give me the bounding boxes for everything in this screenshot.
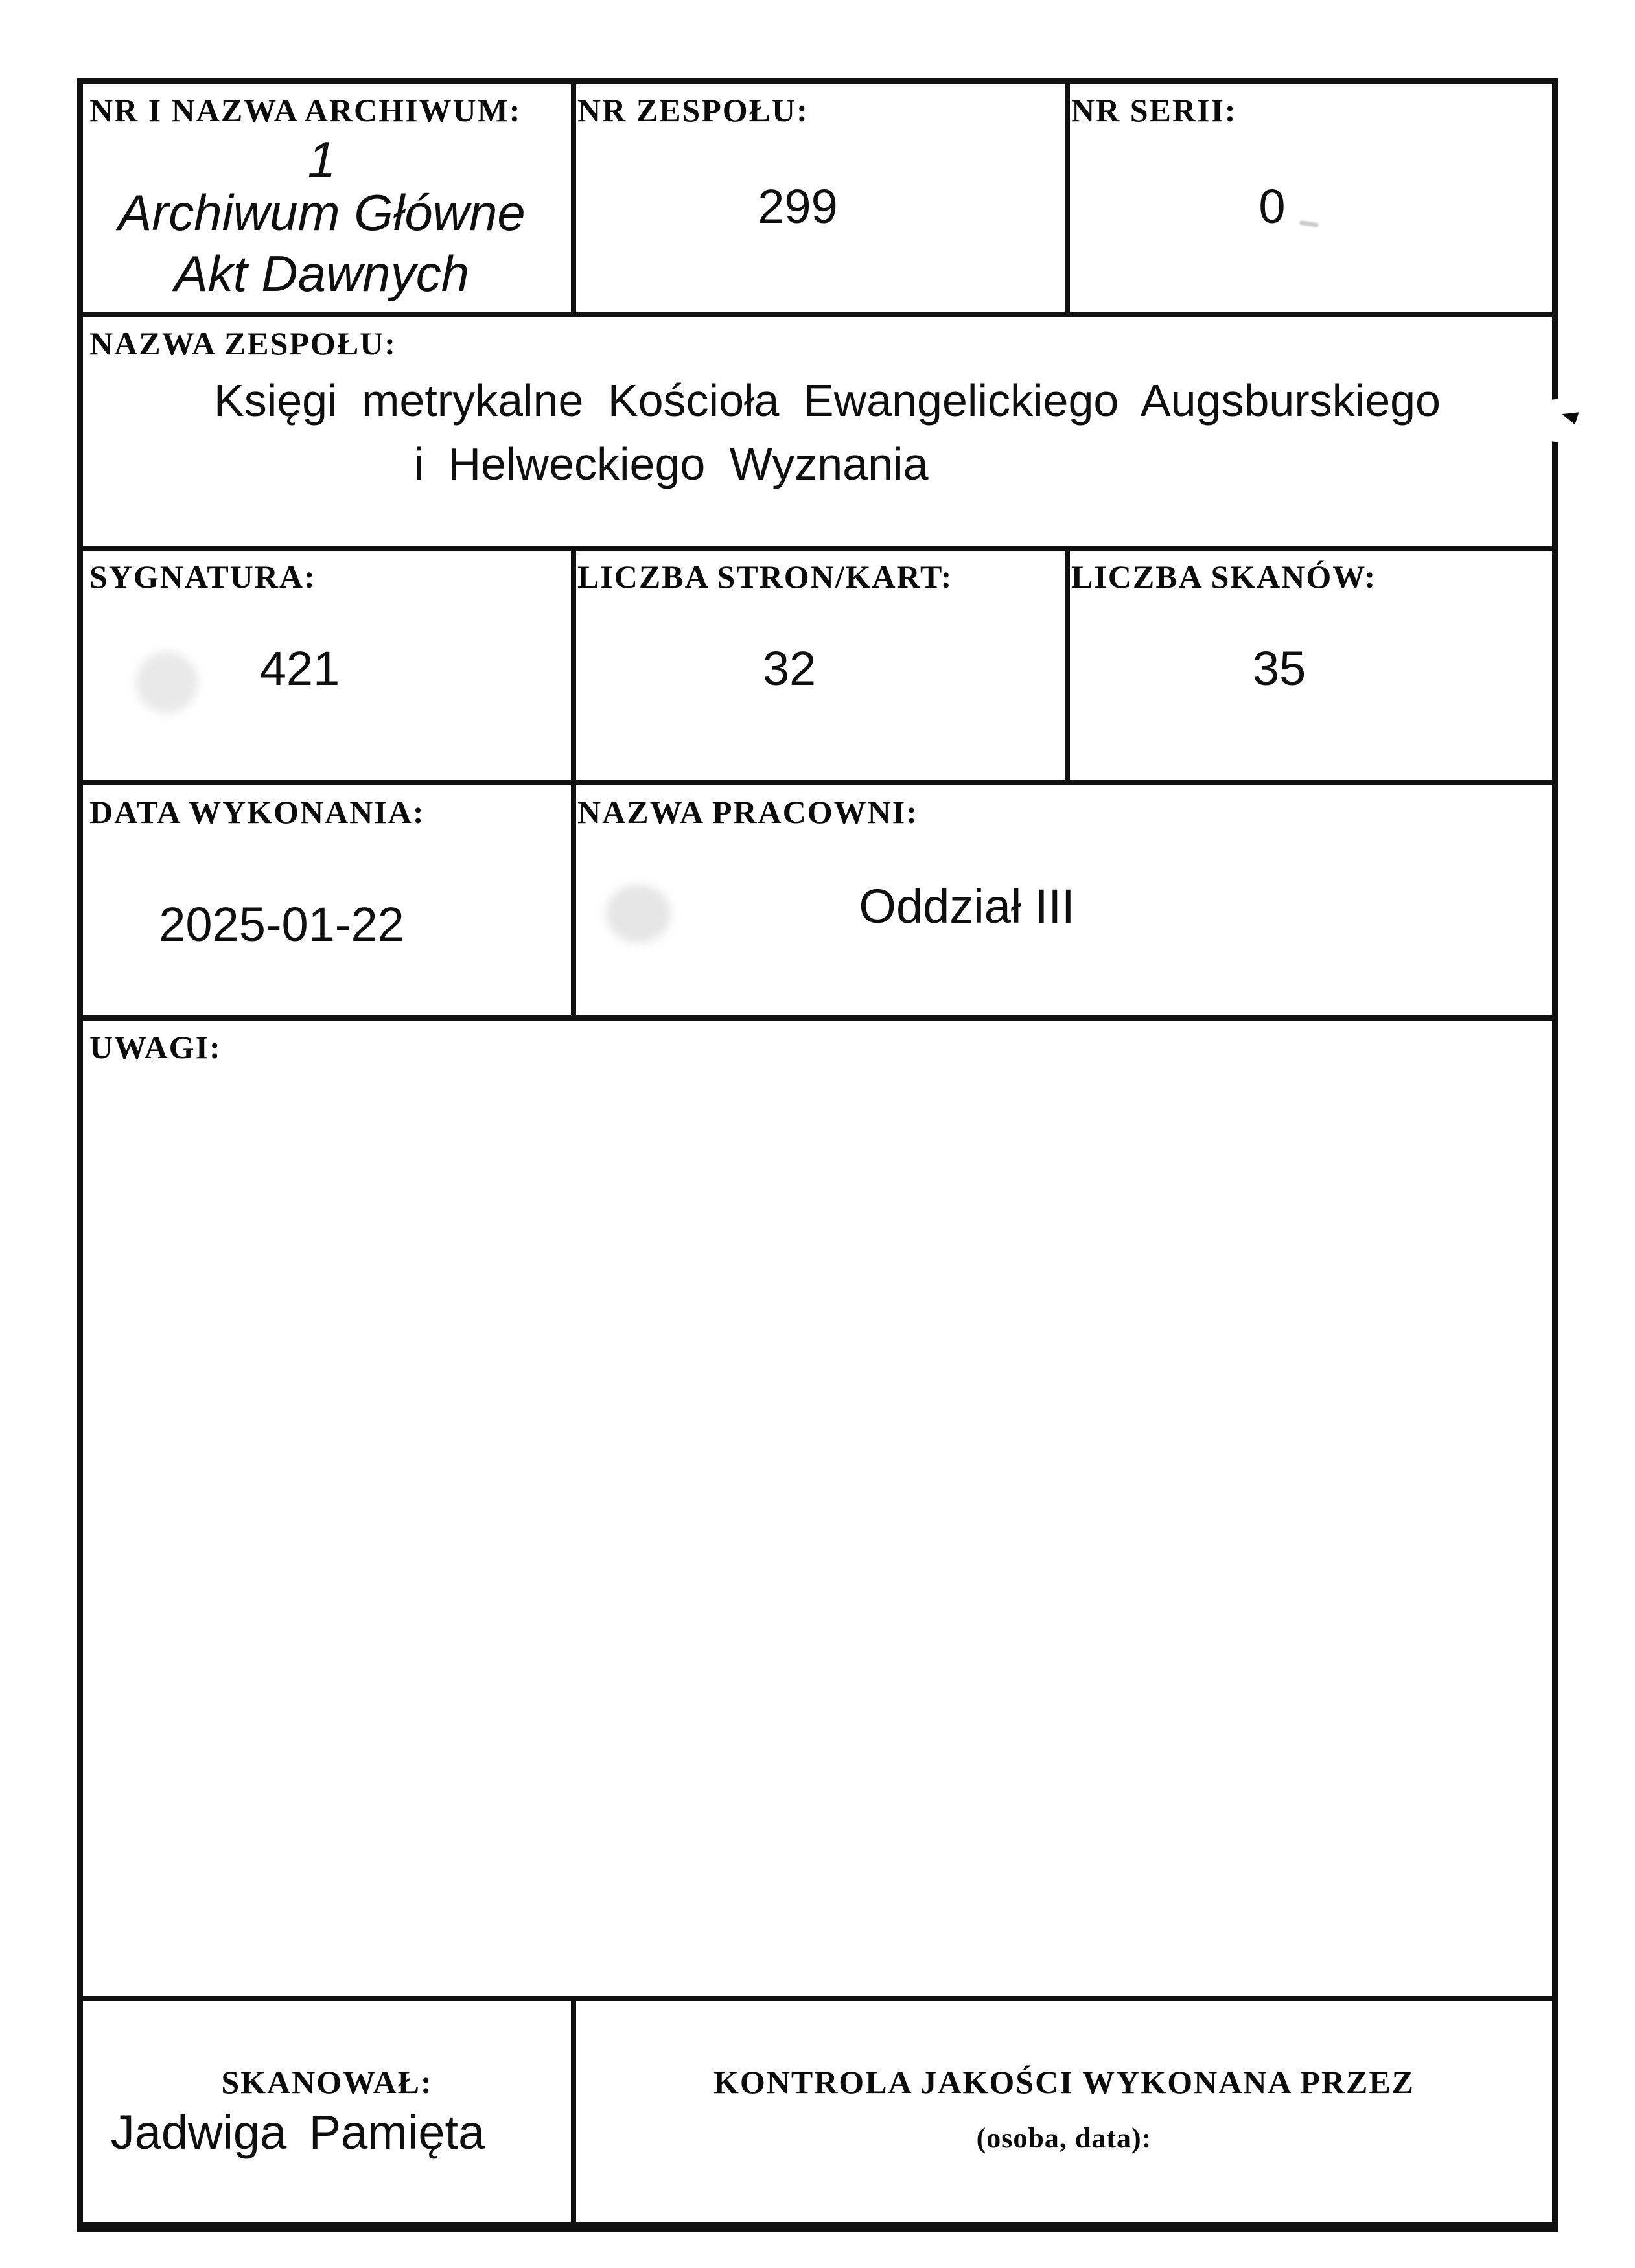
- row2-bottom-line: [83, 546, 1552, 551]
- fonds-number-value: 299: [758, 179, 838, 233]
- pages-count-value: 32: [762, 642, 817, 695]
- row1-bottom-line: [83, 312, 1552, 317]
- quality-control-label: KONTROLA JAKOŚCI WYKONANA PRZEZ: [713, 2064, 1415, 2100]
- fonds-name-line2: i Helweckiego Wyznania: [413, 439, 929, 489]
- scan-date-label: DATA WYKONANIA:: [89, 794, 425, 830]
- workshop-label: NAZWA PRACOWNI:: [577, 794, 918, 830]
- signature-value: 421: [259, 642, 340, 695]
- scan-smudge-signature: [136, 652, 198, 713]
- archive-name-line1: Archiwum Główne: [118, 184, 526, 241]
- scans-count-label: LICZBA SKANÓW:: [1071, 559, 1377, 595]
- scan-record-table: [77, 78, 1558, 2232]
- archive-number-value: 1: [307, 131, 336, 188]
- scanned-by-label: SKANOWAŁ:: [221, 2064, 433, 2100]
- series-number-value: 0: [1258, 179, 1286, 233]
- fonds-name-label: NAZWA ZESPOŁU:: [89, 325, 397, 362]
- row3-bottom-line: [83, 780, 1552, 785]
- fonds-number-label: NR ZESPOŁU:: [577, 92, 809, 128]
- archive-name-line2: Akt Dawnych: [174, 245, 470, 302]
- pages-count-label: LICZBA STRON/KART:: [577, 559, 953, 595]
- scans-count-value: 35: [1252, 642, 1306, 695]
- series-number-label: NR SERII:: [1071, 92, 1237, 128]
- scan-date-value: 2025-01-22: [159, 897, 404, 951]
- row6-divider-1: [571, 1996, 576, 2225]
- archive-label: NR I NAZWA ARCHIWUM:: [89, 92, 522, 128]
- scanned-by-value: Jadwiga Pamięta: [110, 2105, 485, 2159]
- workshop-value: Oddział III: [859, 879, 1075, 933]
- remarks-label: UWAGI:: [89, 1029, 222, 1065]
- scan-smudge-workshop: [606, 885, 671, 943]
- fonds-name-line1: Księgi metrykalne Kościoła Ewangelickiego Augsburskiego: [214, 375, 1441, 426]
- row5-bottom-line: [83, 1996, 1552, 2001]
- row4-bottom-line: [83, 1015, 1552, 1021]
- quality-control-sublabel: (osoba, data):: [976, 2122, 1152, 2154]
- signature-label: SYGNATURA:: [89, 559, 316, 595]
